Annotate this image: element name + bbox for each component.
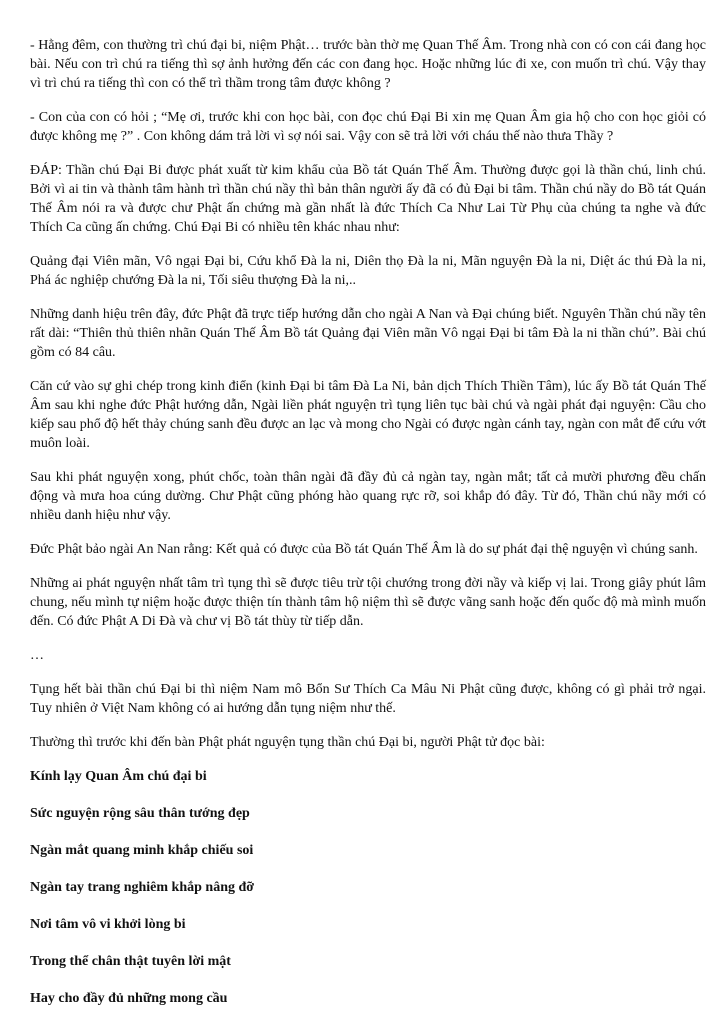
body-paragraph-2: Căn cứ vào sự ghi chép trong kinh điển (kinh Đại bi tâm Đà La Ni, bản dịch Thích Thiền Tâm), lúc ấy Bồ tát Quán Thế Âm sau khi nghe đức Phật hướng dẫn, Ngài liền phát nguyện trì tụng liên tục bài chú và ngài phát đại nguyện: Cầu cho kiếp sau phổ độ hết thảy chúng sanh đều được an lạc và mong cho Ngài có được ngàn cánh tay, ngàn con mắt để cứu vớt muôn loài. [30, 379, 706, 451]
ellipsis-paragraph: … [30, 648, 44, 663]
verse-line: Ngàn mắt quang minh khắp chiếu soi [30, 843, 254, 858]
body-paragraph-6: Tụng hết bài thần chú Đại bi thì niệm Nam mô Bổn Sư Thích Ca Mâu Ni Phật cũng được, không có gì phải trở ngại. Tuy nhiên ở Việt Nam không có ai hướng dẫn tụng niệm như thế. [30, 682, 706, 716]
body-paragraph-4: Đức Phật bảo ngài An Nan rằng: Kết quả có được của Bồ tát Quán Thế Âm là do sự phát đại thệ nguyện vì chúng sanh. [30, 542, 698, 557]
body-paragraph-7: Thường thì trước khi đến bàn Phật phát nguyện tụng thần chú Đại bi, người Phật tử đọc bài: [30, 735, 545, 750]
document-page [30, 36, 706, 1026]
verse-line: Kính lạy Quan Âm chú đại bi [30, 769, 207, 784]
body-paragraph-5: Những ai phát nguyện nhất tâm trì tụng thì sẽ được tiêu trừ tội chướng trong đời nầy và kiếp vị lai. Trong giây phút lâm chung, nếu mình tự niệm hoặc được thiện tín thành tâm hộ niệm thì sẽ được vãng sanh hoặc đến quốc độ mà mình muốn đến. Có đức Phật A Di Đà và chư vị Bồ tát thùy từ tiếp dẫn. [30, 576, 706, 629]
names-paragraph: Quảng đại Viên mãn, Vô ngại Đại bi, Cứu khổ Đà la ni, Diên thọ Đà la ni, Mãn nguyện Đà la ni, Diệt ác thú Đà la ni, Phá ác nghiệp chướng Đà la ni, Tối siêu thượng Đà la ni,.. [30, 254, 706, 288]
answer-paragraph: ĐÁP: Thần chú Đại Bi được phát xuất từ kim khẩu của Bồ tát Quán Thế Âm. Thường được gọi là thần chú, linh chú. Bởi vì ai tin và thành tâm hành trì thần chú nầy thì bản thân người ấy đã có đủ Đại bi tâm. Thần chú nầy do Bồ tát Quán Thế Âm nói ra và được chư Phật ấn chứng mà gần nhất là đức Thích Ca Như Lai Từ Phụ của chúng ta nghe và đức Thích Ca cũng ấn chứng. Chú Đại Bi có nhiều tên khác nhau như: [30, 163, 706, 235]
body-paragraph-3: Sau khi phát nguyện xong, phút chốc, toàn thân ngài đã đầy đủ cả ngàn tay, ngàn mắt; tất cả mười phương đều chấn động và mưa hoa cúng dường. Chư Phật cũng phóng hào quang rực rỡ, soi khắp đó đây. Từ đó, Thần chú nầy mới có nhiều danh hiệu như vậy. [30, 470, 706, 523]
verse-line: Trong thể chân thật tuyên lời mật [30, 954, 231, 969]
verse-line: Nơi tâm vô vi khởi lòng bi [30, 917, 186, 932]
question-paragraph-1: - Hằng đêm, con thường trì chú đại bi, niệm Phật… trước bàn thờ mẹ Quan Thế Âm. Trong nhà con có con cái đang học bài. Nếu con trì chú ra tiếng thì sợ ảnh hưởng đến các con đang học. Hoặc những lúc đi xe, con muốn trì chú. Vậy thay vì trì chú ra tiếng thì con có thể trì thầm trong tâm được không ? [30, 38, 706, 91]
question-paragraph-2: - Con của con có hỏi ; “Mẹ ơi, trước khi con học bài, con đọc chú Đại Bi xin mẹ Quan Âm gia hộ cho con học giỏi có được không mẹ ?” . Con không dám trả lời vì sợ nói sai. Vậy con sẽ trả lời với cháu thế nào thưa Thầy ? [30, 110, 706, 144]
verse-line: Ngàn tay trang nghiêm khắp nâng đỡ [30, 880, 255, 895]
verse-line: Sức nguyện rộng sâu thân tướng đẹp [30, 806, 250, 821]
body-paragraph-1: Những danh hiệu trên đây, đức Phật đã trực tiếp hướng dẫn cho ngài A Nan và Đại chúng biết. Nguyên Thần chú nầy tên rất dài: “Thiên thủ thiên nhãn Quán Thế Âm Bồ tát Quảng đại Viên mãn Vô ngại Đại bi tâm Đà la ni thần chú”. Bài chú gồm có 84 câu. [30, 307, 706, 360]
verse-line: Hay cho đầy đủ những mong cầu [30, 991, 228, 1006]
